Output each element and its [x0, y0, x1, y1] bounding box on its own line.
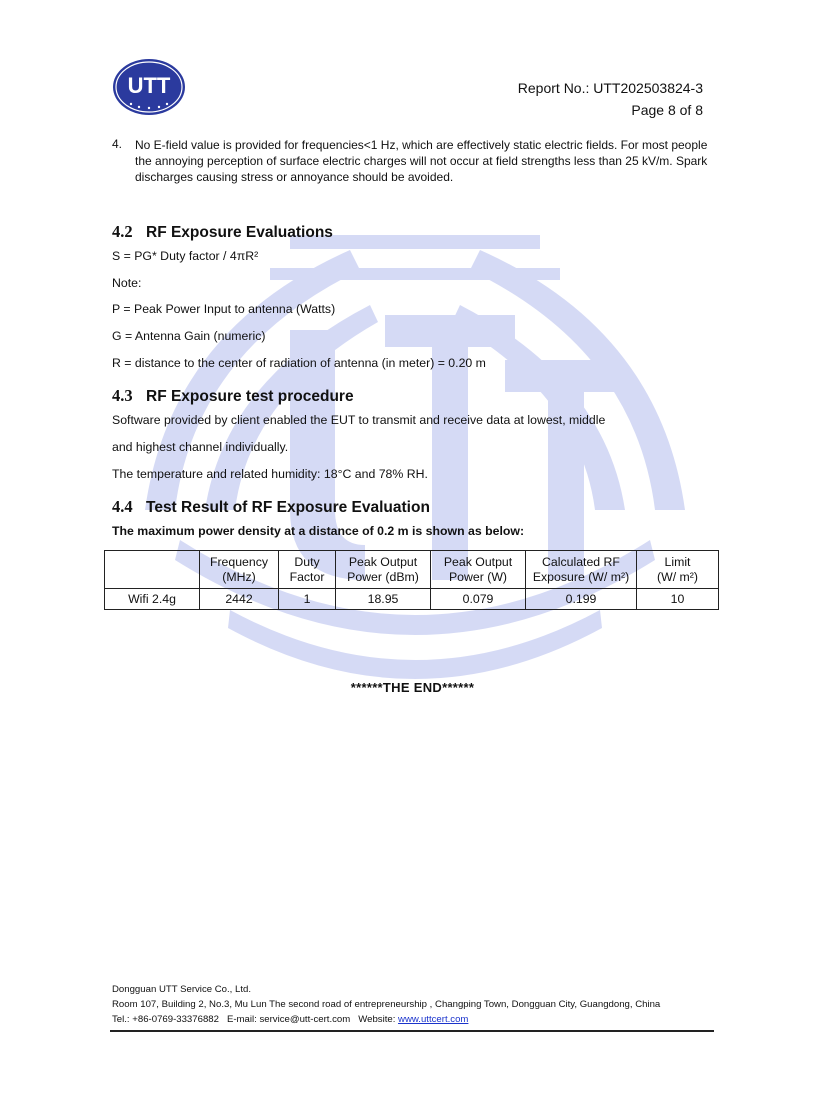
table-cell: 10 [637, 589, 719, 610]
p-definition: P = Peak Power Input to antenna (Watts) [112, 302, 336, 316]
end-marker: ******THE END****** [350, 680, 475, 695]
table-header-cell: Duty Factor [279, 551, 336, 589]
footer-address: Room 107, Building 2, No.3, Mu Lun The second road of entrepreneurship , Changping Town, Dongguan City, Guangdong, China [112, 999, 661, 1010]
table-header-cell: Frequency (MHz) [200, 551, 279, 589]
table-cell: 2442 [200, 589, 279, 610]
website-link[interactable]: www.uttcert.com [398, 1014, 469, 1025]
result-table [104, 550, 719, 610]
footer-company: Dongguan UTT Service Co., Ltd. [112, 984, 252, 995]
utt-logo [112, 58, 186, 116]
table-header-cell: Peak Output Power (dBm) [336, 551, 431, 589]
table-header-cell [105, 551, 200, 589]
note-text: No E-field value is provided for frequencies<1 Hz, which are effectively static electric fields. For most people the annoying perception of surface electric charges will not occur at field strengths less than 25 kV/m. Spark discharges causing stress or annoyance should be avoided. [135, 138, 708, 184]
section-number: 4.4 [112, 497, 133, 516]
table-cell: 0.079 [431, 589, 526, 610]
formula-text: S = PG* Duty factor / 4πR² [112, 249, 259, 263]
footer-contact [112, 1014, 468, 1025]
table-cell: 0.199 [526, 589, 637, 610]
result-subtitle: The maximum power density at a distance of 0.2 m is shown as below: [112, 524, 525, 538]
section-heading-4-4 [112, 497, 430, 517]
table-cell: 1 [279, 589, 336, 610]
logo-text: UTT [127, 73, 171, 98]
section-title: RF Exposure test procedure [146, 388, 354, 405]
section-heading-4-2 [112, 222, 333, 242]
note-number: 4. [112, 137, 123, 151]
report-number: Report No.: UTT202503824-3 [517, 80, 703, 96]
table-cell: Wifi 2.4g [105, 589, 200, 610]
table-header-cell: Calculated RF Exposure (W/ m²) [526, 551, 637, 589]
g-definition: G = Antenna Gain (numeric) [112, 329, 266, 343]
section-title: Test Result of RF Exposure Evaluation [146, 499, 430, 516]
procedure-line-2: and highest channel individually. [112, 440, 289, 454]
procedure-line-1: Software provided by client enabled the EUT to transmit and receive data at lowest, middle [112, 413, 606, 427]
table-row [105, 589, 719, 610]
table-cell: 18.95 [336, 589, 431, 610]
page-number: Page 8 of 8 [631, 102, 703, 118]
section-title: RF Exposure Evaluations [146, 224, 333, 241]
table-header-cell: Limit (W/ m²) [637, 551, 719, 589]
procedure-line-3: The temperature and related humidity: 18°C and 78% RH. [112, 467, 428, 481]
table-header-cell: Peak Output Power (W) [431, 551, 526, 589]
r-definition: R = distance to the center of radiation of antenna (in meter) = 0.20 m [112, 356, 486, 370]
section-number: 4.2 [112, 222, 133, 241]
footer-contact-text: Tel.: +86-0769-33376882 E-mail: service@utt-cert.com Website: [112, 1014, 399, 1025]
section-heading-4-3 [112, 386, 354, 406]
table-header-row [105, 551, 719, 589]
note-label: Note: [112, 276, 142, 290]
section-number: 4.3 [112, 386, 133, 405]
footer-divider [110, 1030, 714, 1032]
